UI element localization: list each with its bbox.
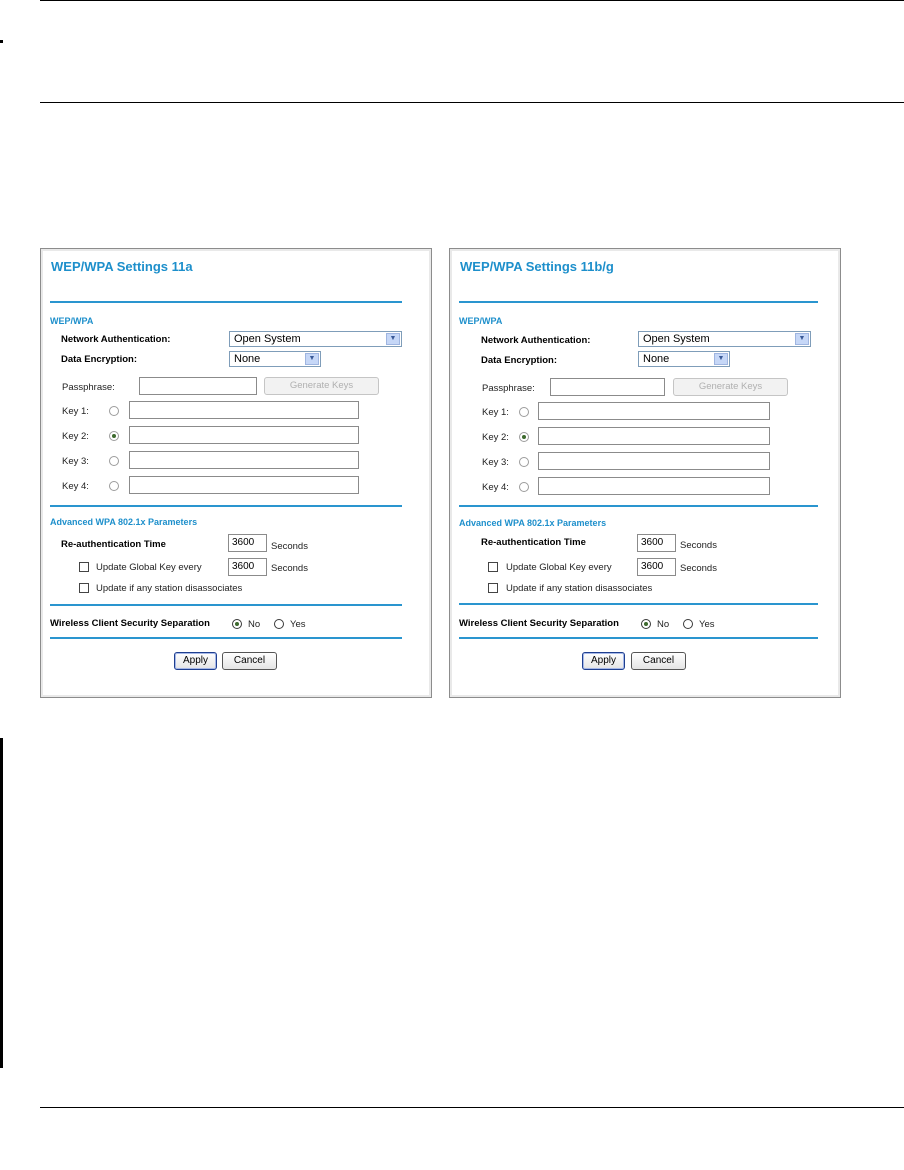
reauth-input[interactable]: 3600 (637, 534, 676, 552)
network-auth-select[interactable] (229, 331, 402, 347)
update-global-key-label: Update Global Key every (506, 562, 612, 573)
update-disassoc-checkbox[interactable] (488, 583, 498, 593)
settings-panel-11a (40, 248, 432, 698)
global-key-input[interactable]: 3600 (228, 558, 267, 576)
separation-yes-label: Yes (699, 619, 715, 630)
key-3-radio[interactable] (109, 456, 119, 466)
footer-rule (40, 1107, 904, 1108)
network-auth-select[interactable] (638, 331, 811, 347)
key-1-label: Key 1: (62, 406, 89, 417)
chevron-down-icon[interactable]: ▼ (305, 353, 319, 365)
key-3-label: Key 3: (482, 457, 509, 468)
reauth-label: Re-authentication Time (481, 537, 586, 548)
key-1-input[interactable] (538, 402, 770, 420)
update-global-key-label: Update Global Key every (96, 562, 202, 573)
section-advanced: Advanced WPA 802.1x Parameters (459, 518, 607, 528)
chevron-down-icon[interactable]: ▼ (795, 333, 809, 345)
top-rule (40, 0, 904, 1)
separation-label: Wireless Client Security Separation (50, 618, 210, 629)
key-2-input[interactable] (129, 426, 359, 444)
update-disassoc-label: Update if any station disassociates (506, 583, 653, 594)
key-4-label: Key 4: (482, 482, 509, 493)
generate-keys-button[interactable]: Generate Keys (673, 378, 788, 396)
section-wep-wpa: WEP/WPA (459, 316, 503, 326)
cancel-button[interactable]: Cancel (631, 652, 686, 670)
divider (50, 604, 402, 606)
key-3-input[interactable] (538, 452, 770, 470)
key-4-radio[interactable] (109, 481, 119, 491)
key-4-radio[interactable] (519, 482, 529, 492)
key-2-input[interactable] (538, 427, 770, 445)
key-2-radio[interactable] (109, 431, 119, 441)
network-auth-value: Open System (643, 333, 710, 345)
separation-no-label: No (657, 619, 670, 630)
reauth-unit: Seconds (680, 540, 717, 551)
passphrase-label: Passphrase: (62, 382, 115, 393)
key-1-radio[interactable] (519, 407, 529, 417)
key-3-input[interactable] (129, 451, 359, 469)
global-key-unit: Seconds (680, 563, 717, 574)
divider (459, 637, 818, 639)
section-advanced: Advanced WPA 802.1x Parameters (50, 517, 198, 527)
chevron-down-icon[interactable]: ▼ (386, 333, 400, 345)
key-4-input[interactable] (129, 476, 359, 494)
update-global-key-checkbox[interactable] (79, 562, 89, 572)
reauth-input[interactable]: 3600 (228, 534, 267, 552)
key-4-input[interactable] (538, 477, 770, 495)
update-disassoc-checkbox[interactable] (79, 583, 89, 593)
divider (50, 505, 402, 507)
update-global-key-checkbox[interactable] (488, 562, 498, 572)
separation-yes-radio[interactable] (683, 619, 693, 629)
network-auth-value: Open System (234, 333, 301, 345)
divider (50, 301, 402, 303)
panel-title: WEP/WPA Settings 11a (51, 259, 193, 274)
key-2-radio[interactable] (519, 432, 529, 442)
data-encryption-label: Data Encryption: (61, 354, 138, 365)
data-encryption-value: None (643, 353, 670, 365)
network-auth-label: Network Authentication: (61, 334, 171, 345)
data-encryption-select[interactable] (638, 351, 730, 367)
passphrase-input[interactable] (139, 377, 257, 395)
global-key-input[interactable]: 3600 (637, 558, 676, 576)
update-disassoc-label: Update if any station disassociates (96, 583, 243, 594)
panel-title: WEP/WPA Settings 11b/g (460, 259, 614, 274)
top-left-mark (0, 40, 3, 43)
separation-no-radio[interactable] (641, 619, 651, 629)
key-4-label: Key 4: (62, 481, 89, 492)
cancel-button[interactable]: Cancel (222, 652, 277, 670)
divider (50, 637, 402, 639)
apply-button[interactable]: Apply (174, 652, 217, 670)
section-wep-wpa: WEP/WPA (50, 316, 94, 326)
key-2-label: Key 2: (482, 432, 509, 443)
key-1-radio[interactable] (109, 406, 119, 416)
global-key-unit: Seconds (271, 563, 308, 574)
passphrase-label: Passphrase: (482, 383, 535, 394)
generate-keys-button[interactable]: Generate Keys (264, 377, 379, 395)
separation-no-label: No (248, 619, 261, 630)
apply-button[interactable]: Apply (582, 652, 625, 670)
separation-label: Wireless Client Security Separation (459, 618, 619, 629)
separation-yes-radio[interactable] (274, 619, 284, 629)
reauth-label: Re-authentication Time (61, 539, 166, 550)
key-1-label: Key 1: (482, 407, 509, 418)
reauth-unit: Seconds (271, 541, 308, 552)
key-3-label: Key 3: (62, 456, 89, 467)
data-encryption-select[interactable] (229, 351, 321, 367)
network-auth-label: Network Authentication: (481, 335, 591, 346)
change-bar (0, 738, 3, 1068)
divider (459, 505, 818, 507)
key-2-label: Key 2: (62, 431, 89, 442)
data-encryption-label: Data Encryption: (481, 355, 558, 366)
settings-panel-11bg (449, 248, 841, 698)
header-rule (40, 102, 904, 103)
key-1-input[interactable] (129, 401, 359, 419)
divider (459, 301, 818, 303)
key-3-radio[interactable] (519, 457, 529, 467)
data-encryption-value: None (234, 353, 261, 365)
separation-no-radio[interactable] (232, 619, 242, 629)
passphrase-input[interactable] (550, 378, 665, 396)
chevron-down-icon[interactable]: ▼ (714, 353, 728, 365)
separation-yes-label: Yes (290, 619, 306, 630)
divider (459, 603, 818, 605)
